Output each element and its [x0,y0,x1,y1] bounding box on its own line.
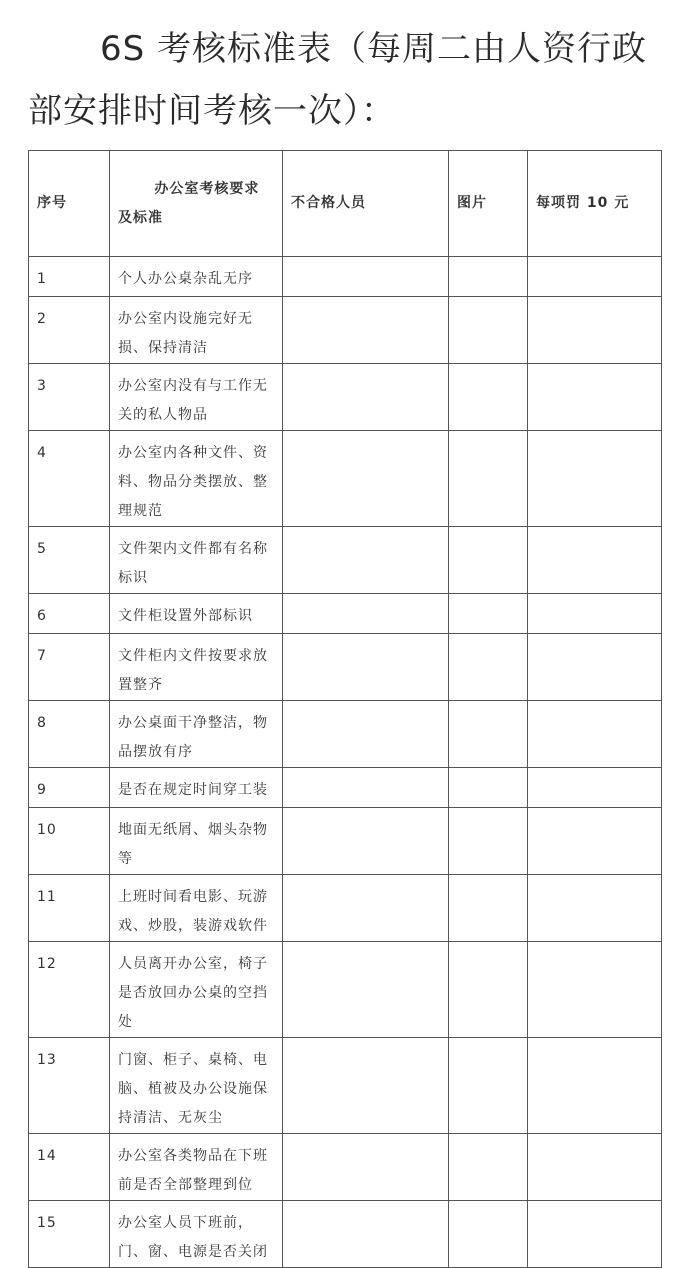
assessment-table [28,150,662,1268]
row-standard: 地面无纸屑、烟头杂物等 [110,808,283,875]
row-number: 12 [29,942,110,1038]
penalty-cell[interactable] [528,808,662,875]
unqualified-cell[interactable] [283,1201,449,1268]
penalty-cell[interactable] [528,594,662,634]
unqualified-cell[interactable] [283,875,449,942]
table-row [29,634,662,701]
picture-cell[interactable] [449,1038,528,1134]
unqualified-cell[interactable] [283,634,449,701]
row-number: 10 [29,808,110,875]
picture-cell[interactable] [449,431,528,527]
unqualified-cell[interactable] [283,768,449,808]
picture-cell[interactable] [449,875,528,942]
penalty-cell[interactable] [528,768,662,808]
picture-cell[interactable] [449,527,528,594]
table-row [29,701,662,768]
row-standard: 门窗、柜子、桌椅、电脑、植被及办公设施保持清洁、无灰尘 [110,1038,283,1134]
header-standard-line1: 办公室考核要求 [154,180,260,197]
row-number: 13 [29,1038,110,1134]
row-number: 2 [29,297,110,364]
table-row [29,431,662,527]
row-standard: 是否在规定时间穿工装 [110,768,283,808]
row-number: 9 [29,768,110,808]
table-row [29,942,662,1038]
unqualified-cell[interactable] [283,257,449,297]
row-standard: 文件柜设置外部标识 [110,594,283,634]
picture-cell[interactable] [449,257,528,297]
row-number: 8 [29,701,110,768]
row-standard: 个人办公桌杂乱无序 [110,257,283,297]
row-number: 5 [29,527,110,594]
table-row [29,257,662,297]
table-row [29,594,662,634]
header-picture: 图片 [449,151,528,257]
penalty-cell[interactable] [528,431,662,527]
penalty-cell[interactable] [528,875,662,942]
picture-cell[interactable] [449,364,528,431]
picture-cell[interactable] [449,701,528,768]
picture-cell[interactable] [449,808,528,875]
penalty-cell[interactable] [528,257,662,297]
row-standard: 文件架内文件都有名称标识 [110,527,283,594]
picture-cell[interactable] [449,634,528,701]
header-row [29,151,662,257]
picture-cell[interactable] [449,594,528,634]
row-standard: 办公室人员下班前，门、窗、电源是否关闭 [110,1201,283,1268]
table-row [29,527,662,594]
picture-cell[interactable] [449,1201,528,1268]
header-no: 序号 [29,151,110,257]
unqualified-cell[interactable] [283,364,449,431]
unqualified-cell[interactable] [283,701,449,768]
row-standard: 办公室各类物品在下班前是否全部整理到位 [110,1134,283,1201]
row-standard: 办公室内没有与工作无关的私人物品 [110,364,283,431]
row-standard: 办公桌面干净整洁，物品摆放有序 [110,701,283,768]
picture-cell[interactable] [449,297,528,364]
row-number: 3 [29,364,110,431]
unqualified-cell[interactable] [283,808,449,875]
unqualified-cell[interactable] [283,527,449,594]
table-row [29,297,662,364]
unqualified-cell[interactable] [283,297,449,364]
table-row [29,1201,662,1268]
header-standard-line2: 及标准 [118,209,163,226]
penalty-cell[interactable] [528,634,662,701]
picture-cell[interactable] [449,768,528,808]
picture-cell[interactable] [449,942,528,1038]
row-number: 6 [29,594,110,634]
row-standard: 上班时间看电影、玩游戏、炒股，装游戏软件 [110,875,283,942]
row-standard: 人员离开办公室，椅子是否放回办公桌的空挡处 [110,942,283,1038]
unqualified-cell[interactable] [283,594,449,634]
row-number: 4 [29,431,110,527]
document-title: 6S 考核标准表（每周二由人资行政部安排时间考核一次）： [28,29,648,131]
row-number: 7 [29,634,110,701]
unqualified-cell[interactable] [283,431,449,527]
penalty-cell[interactable] [528,364,662,431]
row-standard: 办公室内各种文件、资料、物品分类摆放、整理规范 [110,431,283,527]
unqualified-cell[interactable] [283,1038,449,1134]
header-standard [110,151,283,257]
row-number: 11 [29,875,110,942]
unqualified-cell[interactable] [283,942,449,1038]
table-row [29,875,662,942]
table-row [29,808,662,875]
row-number: 1 [29,257,110,297]
header-unqualified: 不合格人员 [283,151,449,257]
penalty-cell[interactable] [528,297,662,364]
row-standard: 文件柜内文件按要求放置整齐 [110,634,283,701]
penalty-cell[interactable] [528,1201,662,1268]
table-row [29,768,662,808]
row-number: 14 [29,1134,110,1201]
row-number: 15 [29,1201,110,1268]
penalty-cell[interactable] [528,527,662,594]
penalty-cell[interactable] [528,701,662,768]
penalty-cell[interactable] [528,1038,662,1134]
penalty-cell[interactable] [528,942,662,1038]
table-row [29,364,662,431]
table-row [29,1038,662,1134]
header-penalty: 每项罚 10 元 [528,151,662,257]
row-standard: 办公室内设施完好无损、保持清洁 [110,297,283,364]
